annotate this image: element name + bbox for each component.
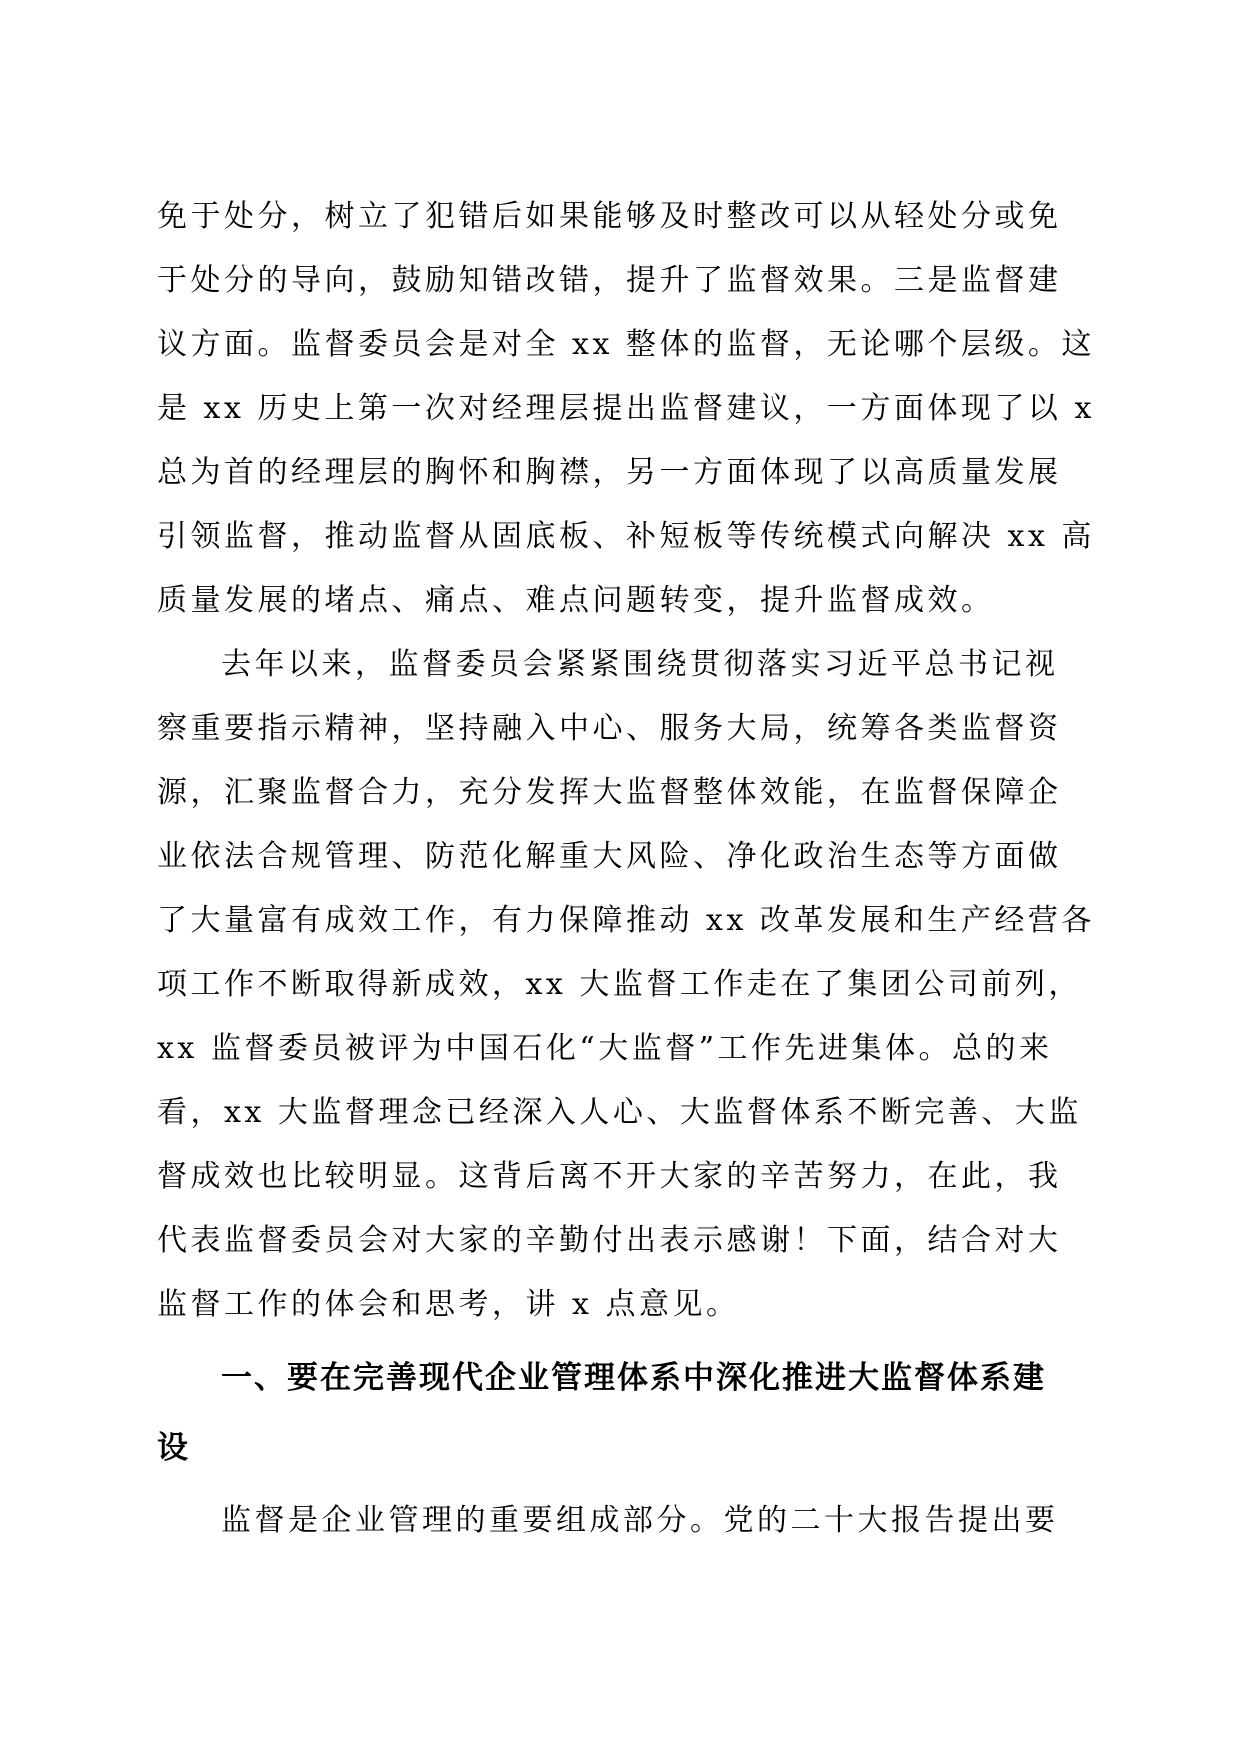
paragraph-line: 察重要指示精神，坚持融入中心、服务大局，统筹各类监督资 (157, 711, 1062, 746)
paragraph-line: 议方面。监督委员会是对全 xx 整体的监督，无论哪个层级。这 (157, 327, 1095, 362)
document-body (157, 185, 1095, 1553)
paragraph-line: 代表监督委员会对大家的辛勤付出表示感谢！下面，结合对大 (157, 1223, 1062, 1258)
heading-line: 一、要在完善现代企业管理体系中深化推进大监督体系建 (221, 1360, 1046, 1396)
paragraph-line: 是 xx 历史上第一次对经理层提出监督建议，一方面体现了以 x (157, 391, 1095, 426)
paragraph-3 (157, 1489, 1092, 1553)
heading-line: 设 (157, 1430, 190, 1466)
paragraph-2 (157, 633, 1095, 1337)
paragraph-line: 于处分的导向，鼓励知错改错，提升了监督效果。三是监督建 (157, 263, 1062, 298)
paragraph-line: 监督是企业管理的重要组成部分。党的二十大报告提出要 (221, 1503, 1059, 1538)
paragraph-line: 源，汇聚监督合力，充分发挥大监督整体效能，在监督保障企 (157, 775, 1062, 810)
paragraph-line: xx 监督委员被评为中国石化“大监督”工作先进集体。总的来 (157, 1031, 1053, 1066)
paragraph-line: 业依法合规管理、防范化解重大风险、净化政治生态等方面做 (157, 839, 1062, 874)
paragraph-line: 质量发展的堵点、痛点、难点问题转变，提升监督成效。 (157, 583, 995, 618)
paragraph-line: 总为首的经理层的胸怀和胸襟，另一方面体现了以高质量发展 (157, 455, 1062, 490)
section-heading-1 (157, 1343, 1092, 1483)
paragraph-line: 监督工作的体会和思考，讲 x 点意见。 (157, 1287, 740, 1322)
paragraph-line: 免于处分，树立了犯错后如果能够及时整改可以从轻处分或免 (157, 199, 1062, 234)
paragraph-1 (157, 185, 1095, 633)
paragraph-line: 督成效也比较明显。这背后离不开大家的辛苦努力，在此，我 (157, 1159, 1062, 1194)
paragraph-line: 项工作不断取得新成效，xx 大监督工作走在了集团公司前列， (157, 967, 1082, 1002)
paragraph-line: 去年以来，监督委员会紧紧围绕贯彻落实习近平总书记视 (221, 647, 1059, 682)
paragraph-line: 引领监督，推动监督从固底板、补短板等传统模式向解决 xx 高 (157, 519, 1095, 554)
paragraph-line: 了大量富有成效工作，有力保障推动 xx 改革发展和生产经营各 (157, 903, 1095, 938)
paragraph-line: 看，xx 大监督理念已经深入人心、大监督体系不断完善、大监 (157, 1095, 1082, 1130)
